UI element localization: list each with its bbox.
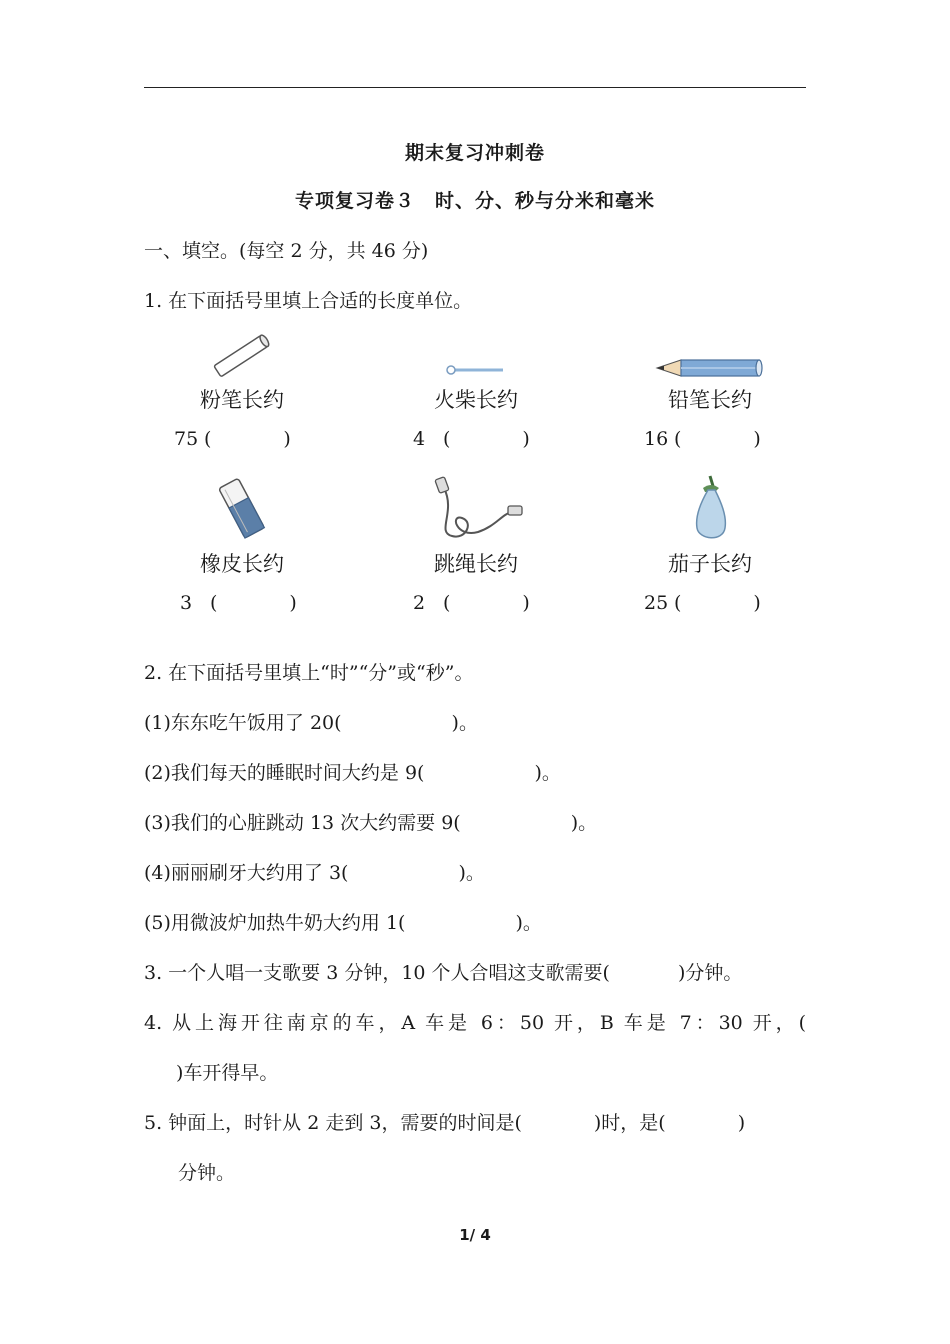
answer-eggplant: 25 ( ): [644, 592, 761, 614]
item-label: 铅笔长约: [668, 388, 752, 412]
question-3: 3. 一个人唱一支歌要 3 分钟，10 个人合唱这支歌需要( )分钟。: [144, 962, 743, 984]
item-eraser: [142, 472, 342, 578]
question-2: 2. 在下面括号里填上“时”“分”或“秒”。: [144, 662, 474, 684]
item-match: [376, 330, 576, 414]
item-label: 橡皮长约: [200, 552, 284, 576]
question-4-cont: )车开得早。: [176, 1062, 279, 1084]
question-2-4: (4)丽丽刷牙大约用了 3( )。: [144, 862, 485, 884]
question-4: 4. 从上海开往南京的车，A 车是 6：50 开，B 车是 7：30 开，(: [144, 1012, 806, 1034]
answer-eraser: 3 ( ): [180, 592, 297, 614]
eggplant-icon: [675, 472, 745, 546]
answer-chalk: 75 ( ): [174, 428, 291, 450]
page-subtitle: 专项复习卷３ 时、分、秒与分米和毫米: [294, 190, 655, 212]
item-eggplant: [610, 472, 810, 578]
answer-jump-rope: 2 ( ): [413, 592, 530, 614]
question-2-3: (3)我们的心脏跳动 13 次大约需要 9( )。: [144, 812, 598, 834]
match-icon: [441, 330, 511, 382]
item-jump-rope: [376, 472, 576, 578]
question-5-cont: 分钟。: [178, 1162, 236, 1184]
header-rule: [144, 87, 806, 88]
question-1: 1. 在下面括号里填上合适的长度单位。: [144, 290, 473, 312]
chalk-icon: [207, 330, 277, 382]
question-5: 5. 钟面上，时针从 2 走到 3，需要的时间是( )时，是( ): [144, 1112, 746, 1134]
item-label: 粉笔长约: [200, 388, 284, 412]
question-2-5: (5)用微波炉加热牛奶大约用 1( )。: [144, 912, 542, 934]
item-chalk: [142, 330, 342, 414]
answer-match: 4 ( ): [413, 428, 530, 450]
pencil-icon: [655, 330, 765, 382]
answer-pencil: 16 ( ): [644, 428, 761, 450]
question-2-1: (1)东东吃午饭用了 20( )。: [144, 712, 478, 734]
section-heading: 一、填空。(每空 2 分，共 46 分): [144, 240, 429, 262]
item-pencil: [610, 330, 810, 414]
question-2-2: (2)我们每天的睡眠时间大约是 9( )。: [144, 762, 561, 784]
jump-rope-icon: [426, 472, 526, 546]
page-number: 1/ 4: [459, 1226, 491, 1244]
eraser-icon: [207, 472, 277, 546]
item-label: 茄子长约: [668, 552, 752, 576]
item-label: 跳绳长约: [434, 552, 518, 576]
item-label: 火柴长约: [434, 388, 518, 412]
page-title: 期末复习冲刺卷: [404, 142, 545, 164]
